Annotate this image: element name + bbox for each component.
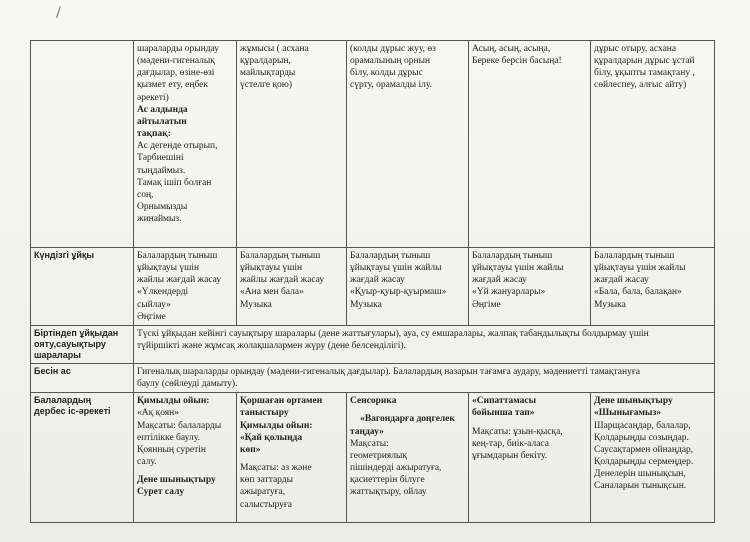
independent-cell-4: «Сипаттамасы бойынша тап» Мақсаты: ұзын-қысқа, кең-тар, биік-аласа ұғымдарын бекіту. (469, 393, 591, 523)
row-label-empty (31, 41, 134, 248)
table-row-wake (31, 325, 715, 363)
routine-cell-3: (колды дұрыс жуу, өз орамалының орнын білу, колды дұрыс сүрту, орамалды ілу. (347, 41, 469, 248)
sleep-cell-5: Балалардың тыныш ұйықтауы үшін жайлы жағдай жасау «Бала, бала, балақан» Музыка (591, 248, 715, 326)
snack-text: Гигеналық шараларды орындау (мәдени-гигеналық дағдылар). Балалардың назарын тағамға аудару, мәдениетті тамақтануға баулу (сөйлеуді дамыту). (134, 363, 715, 392)
independent-cell-2: Қоршаған ортамен таныстыру Қимылды ойын: «Қай қолыңда көп» Мақсаты: аз және көп заттарды ажыратуға, салыстыруға (237, 393, 347, 523)
table-row-snack (31, 363, 715, 392)
independent-cell-3: Сенсорика «Вагондарға доңгелек таңдау» Мақсаты: геометриялық пішіндерді ажыратуға, қасиеттерін білуге жаттықтыру, ойлау (347, 393, 469, 523)
poem-subtitle: Ас алдында (137, 104, 188, 115)
row-label-snack: Бесін ас (31, 363, 134, 392)
sleep-cell-4: Балалардың тыныш ұйықтауы үшін жайлы жағдай жасау «Үй жануарлары» Әңгіме (469, 248, 591, 326)
table-row-routine (31, 41, 715, 248)
routine-cell-2: жұмысы ( асхана құралдарын, майлықтарды үстелге қою) (237, 41, 347, 248)
routine-cell-5: дұрыс отыру, асхана құралдарын дұрыс ұстай білу, ұқыпты тамақтану , сөйлеспеу, алғыс айту) (591, 41, 715, 248)
row-label-sleep: Күндізгі ұйқы (31, 248, 134, 326)
sleep-cell-1: Балалардың тыныш ұйықтауы үшін жайлы жағдай жасау «Үлкендерді сыйлау» Әңгіме (134, 248, 237, 326)
row-label-independent: Балалардың дербес іс-әрекеті (31, 393, 134, 523)
independent-cell-1: Қимылды ойын: «Ақ қоян» Мақсаты: балаларды ептілікке баулу. Қоянның суретін салу. Дене шынықтыру Сурет салу (134, 393, 237, 523)
routine-cell-4: Асың, асың, асыңа, Береке берсін басыңа! (469, 41, 591, 248)
row-label-wake: Біртіндеп ұйқыдан ояту,сауықтыру шаралары (31, 325, 134, 363)
independent-cell-5: Дене шынықтыру «Шынығамыз» Шарщасаңдар, балалар, Қолдарыңды созыңдар. Саусақтармен ойнаңдар, Қолдарыңды сермеңдер. Денелерін шынықсын, Саналарын тынықсын. (591, 393, 715, 523)
schedule-table (30, 40, 715, 523)
sleep-cell-3: Балалардың тыныш ұйықтауы үшін жайлы жағдай жасау «Қуыр-қуыр-қуырмаш» Музыка (347, 248, 469, 326)
sleep-cell-2: Балалардың тыныш ұйықтауы үшін жайлы жағдай жасау «Ана мен бала» Музыка (237, 248, 347, 326)
table-row-sleep (31, 248, 715, 326)
wake-text: Түскі ұйқыдан кейінгі сауықтыру шаралары (дене жаттығулары), ауа, су емшаралары, жалпақ табандылықты болдырмау үшін түйіршікті және жұмсақ жолақшалармен жүру (дене белсенділігі). (134, 325, 715, 363)
table-row-independent (31, 393, 715, 523)
routine-cell-1: шараларды орындау (мәдени-гигеналық дағдылар, өзіне-өзі қызмет ету, еңбек әрекеті) Ас алдында айтылатын тақпақ: Ас дегенде отырып, Тәрбиешіні тыңдаймыз. Тамақ ішіп болған соң, Орнымызды жинаймыз. (134, 41, 237, 248)
pen-mark (56, 6, 61, 18)
